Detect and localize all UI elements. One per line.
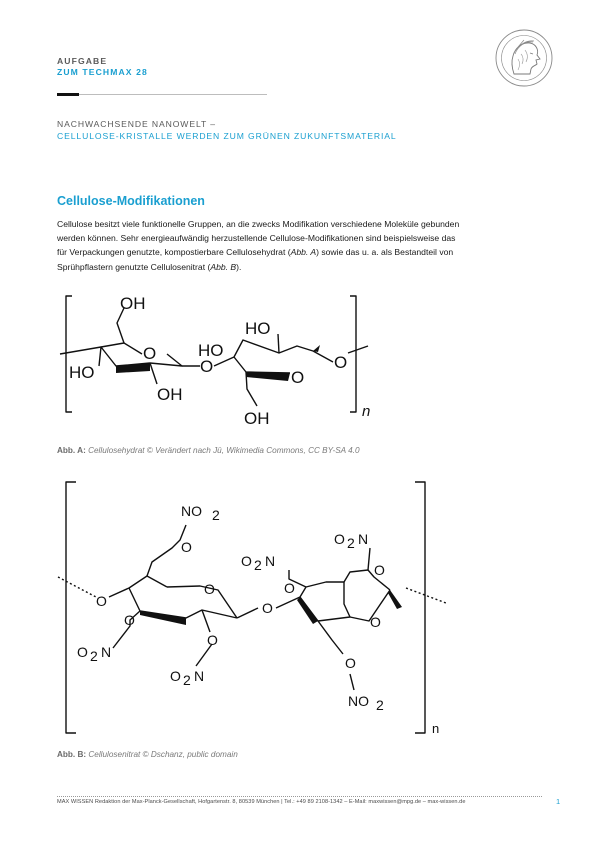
nitro-nitrogen-label: N: [265, 553, 276, 569]
text-run: für Verpackungen genutzte, kompostierbare Cellulosehydrat (: [57, 247, 291, 258]
ring-oxygen-label: O: [143, 344, 157, 363]
hydroxyl-label: HO: [245, 319, 271, 338]
subscript-label: 2: [254, 557, 262, 573]
nitro-nitrogen-label: N: [194, 668, 205, 684]
hydroxyl-label: OH: [244, 409, 270, 425]
nitro-prefix-label: O: [241, 553, 252, 569]
caption-label: Abb. A:: [57, 446, 86, 455]
paragraph-line: werden können. Sehr energieaufwändig herzustellende Cellulose-Modifikationen sind beispielsweise das: [57, 233, 456, 244]
topic-line-1: NACHWACHSENDE NANOWELT –: [57, 119, 216, 129]
chain-oxygen-label: O: [334, 353, 348, 372]
minerva-logo-icon: [494, 28, 554, 88]
repeat-index-label: n: [432, 721, 440, 736]
figure-a-structure: [0, 285, 600, 425]
section-title: Cellulose-Modifikationen: [57, 194, 205, 208]
subscript-label: 2: [183, 672, 191, 688]
ester-oxygen-label: O: [124, 612, 135, 628]
nitro-prefix-label: O: [334, 531, 345, 547]
ring-oxygen-label: O: [370, 614, 381, 630]
glycosidic-oxygen-label: O: [200, 357, 214, 376]
text-run: Sprühpflastern genutzte Cellulosenitrat (: [57, 261, 211, 272]
ester-oxygen-label: O: [345, 655, 356, 671]
figure-b-caption: [57, 750, 238, 759]
repeat-index-label: n: [362, 403, 371, 420]
subscript-label: 2: [376, 697, 384, 713]
ring-oxygen-label: O: [291, 368, 305, 387]
text-run: ).: [236, 261, 242, 272]
issue-label: ZUM TECHMAX 28: [57, 67, 148, 77]
hydroxyl-label: HO: [69, 363, 95, 382]
ester-oxygen-label: O: [181, 539, 192, 555]
nitro-nitrogen-label: N: [358, 531, 369, 547]
figure-reference: Abb. A: [290, 247, 317, 258]
caption-label: Abb. B:: [57, 750, 87, 759]
hydroxyl-label: HO: [198, 341, 224, 360]
subscript-label: 2: [90, 648, 98, 664]
header-rule-accent: [57, 93, 79, 96]
glycosidic-oxygen-label: O: [262, 600, 273, 616]
subscript-label: 2: [212, 507, 220, 523]
figure-b-structure: [0, 475, 600, 745]
topic-line-2: CELLULOSE-KRISTALLE WERDEN ZUM GRÜNEN ZUKUNFTSMATERIAL: [57, 131, 397, 141]
nitro-group-label: NO: [181, 503, 202, 519]
ester-oxygen-label: O: [207, 632, 218, 648]
header-rule: [57, 94, 267, 95]
page-number: 1: [556, 797, 561, 806]
figure-reference: Abb. B: [210, 261, 237, 272]
nitro-nitrogen-label: N: [101, 644, 112, 660]
paragraph-line: Cellulose besitzt viele funktionelle Gruppen, an die zwecks Modifikation verschiedene Moleküle gebunden: [57, 219, 460, 229]
nitro-prefix-label: O: [77, 644, 88, 660]
kicker-label: AUFGABE: [57, 56, 108, 66]
section-paragraph: [57, 217, 547, 274]
paragraph-line: [57, 245, 547, 259]
caption-text: Cellulosehydrat © Verändert nach Jü, Wikimedia Commons, CC BY-SA 4.0: [88, 446, 360, 455]
paragraph-line: [57, 260, 547, 274]
footer-imprint: MAX WISSEN Redaktion der Max-Planck-Gesellschaft, Hofgartenstr. 8, 80539 München | Tel.: +49 89 2108-1342 – E-Mail: maxwissen@mpg.de – max-wissen.de: [57, 799, 466, 805]
nitro-group-label: NO: [348, 693, 369, 709]
caption-text: Cellulosenitrat © Dschanz, public domain: [88, 750, 238, 759]
ring-oxygen-label: O: [204, 581, 215, 597]
ester-oxygen-label: O: [374, 562, 385, 578]
ester-oxygen-label: O: [284, 580, 295, 596]
footer-rule: [57, 796, 542, 797]
chain-oxygen-label: O: [96, 593, 107, 609]
text-run: ) sowie das u. a. als Bestandteil von: [316, 247, 454, 258]
hydroxyl-label: OH: [120, 294, 146, 313]
figure-a-caption: [57, 446, 360, 455]
nitro-prefix-label: O: [170, 668, 181, 684]
hydroxyl-label: OH: [157, 385, 183, 404]
subscript-label: 2: [347, 535, 355, 551]
